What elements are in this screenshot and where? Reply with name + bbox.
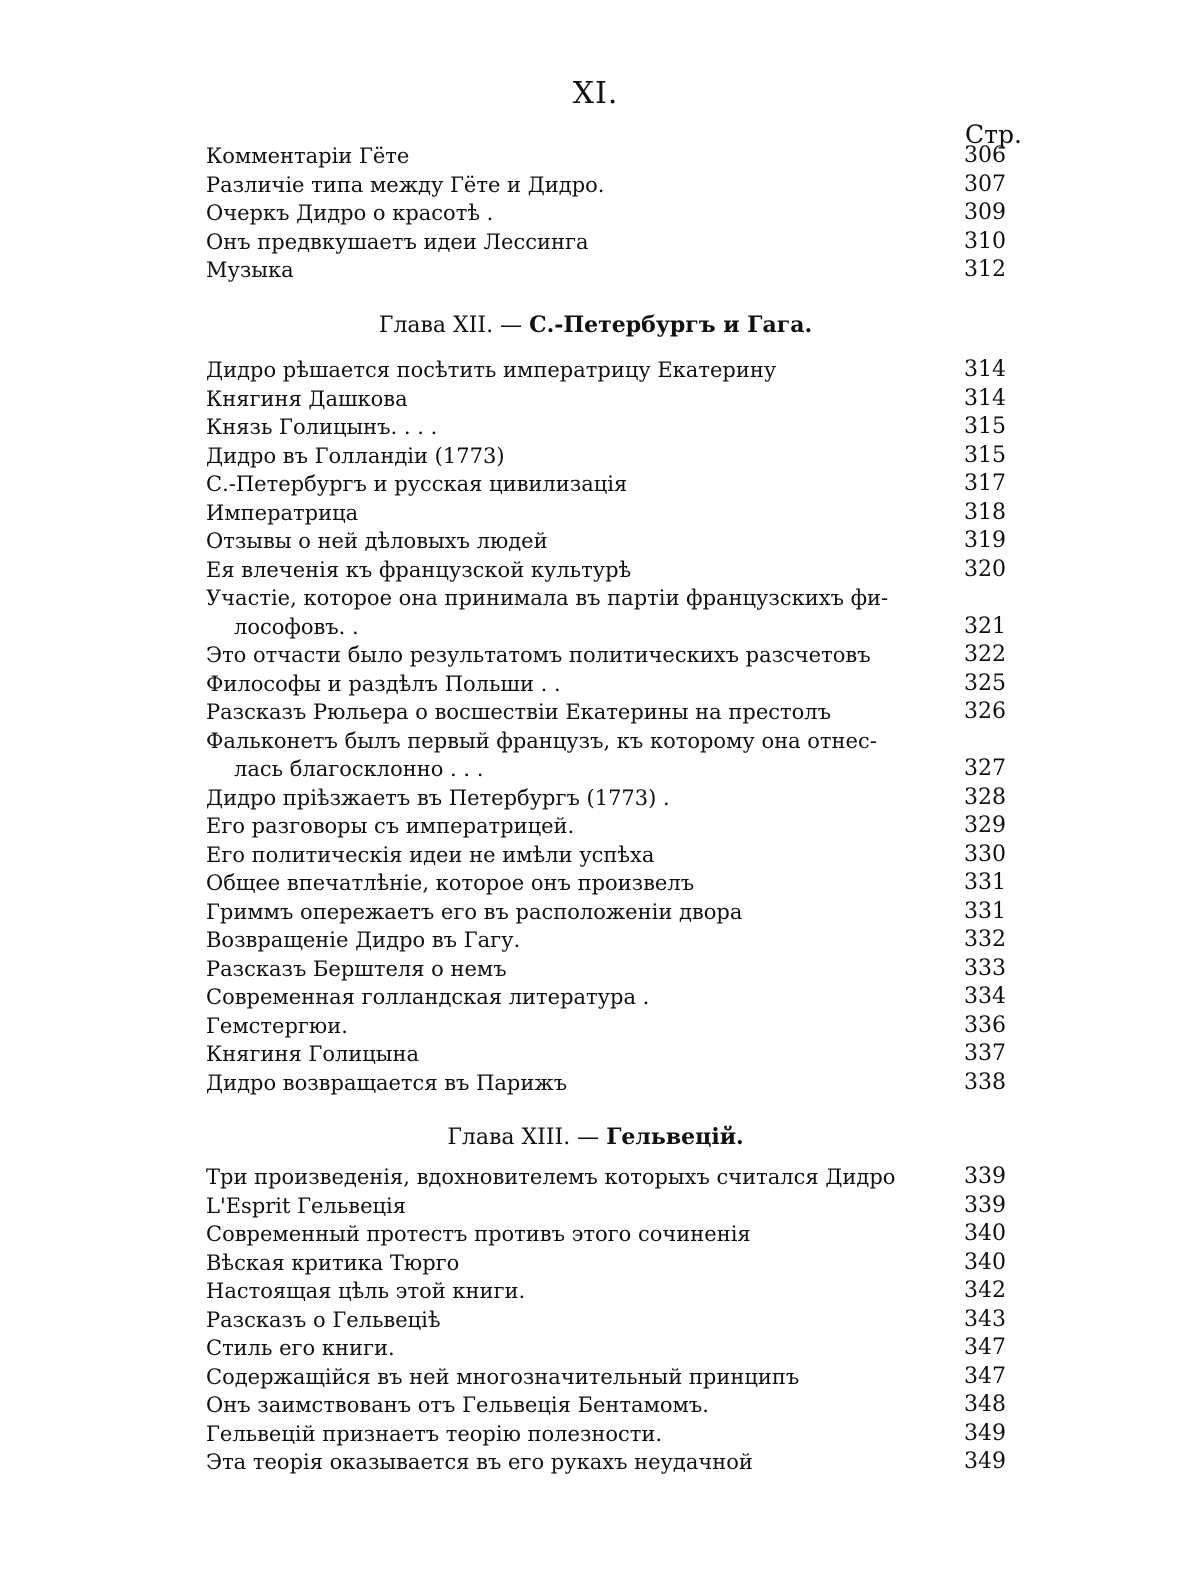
chapter-12-title: С.-Петербургъ и Гага. <box>529 312 813 338</box>
toc-entry-page: 334 <box>964 984 1006 1009</box>
toc-entry-title: Очеркъ Дидро о красотѣ . <box>206 201 494 225</box>
toc-entry <box>206 1220 1006 1249</box>
toc-entry-page: 342 <box>964 1278 1006 1303</box>
toc-entry-title: L'Esprit Гельвеція <box>206 1193 406 1218</box>
toc-entry <box>206 556 1006 585</box>
toc-entry-title: Ея влеченія къ французской культурѣ <box>206 557 632 582</box>
toc-entry <box>206 784 1006 813</box>
toc-entry-title: Гемстергюи. <box>206 1013 348 1038</box>
toc-entry-page: 329 <box>964 813 1006 838</box>
toc-entry-page: 314 <box>964 357 1006 382</box>
toc-entry-page: 325 <box>964 670 1006 696</box>
toc-entry <box>206 1249 1006 1278</box>
toc-entry <box>206 385 1006 414</box>
toc-entry <box>206 926 1006 955</box>
toc-entry-title: Дидро въ Голландіи (1773) <box>206 443 505 468</box>
toc-entry <box>206 1391 1006 1420</box>
toc-entry-title: Отзывы о ней дѣловыхъ людей <box>206 529 548 553</box>
toc-entry-page: 309 <box>964 200 1006 225</box>
toc-entry-title: Княгиня Дашкова <box>206 386 408 411</box>
toc-entry-page: 339 <box>964 1164 1006 1189</box>
toc-entry <box>206 841 1006 870</box>
toc-entry-page: 330 <box>964 841 1006 867</box>
toc-entry-title: Его политическія идеи не имѣли успѣха <box>206 842 655 867</box>
toc-entry-title: С.-Петербургъ и русская цивилизація <box>206 472 628 496</box>
toc-entry <box>206 670 1006 699</box>
toc-entry-title: Гриммъ опережаетъ его въ расположеніи двора <box>206 899 743 924</box>
toc-entry <box>206 199 1006 228</box>
toc-entry-page: 312 <box>964 257 1006 282</box>
toc-entry-title: Разсказъ о Гельвеціѣ <box>206 1307 441 1332</box>
toc-entry-title: Общее впечатлѣніе, которое онъ произвелъ <box>206 871 695 895</box>
toc-entry <box>206 413 1006 442</box>
toc-entry-page: 315 <box>964 442 1006 468</box>
toc-entry-page: 319 <box>964 528 1006 553</box>
chapter-13-heading <box>0 1124 1191 1150</box>
toc-entry <box>206 1192 1006 1221</box>
toc-entry-page: 349 <box>964 1449 1006 1474</box>
toc-entry <box>206 142 1006 171</box>
toc-entry-page: 328 <box>964 784 1006 810</box>
toc-entry-page: 347 <box>964 1335 1006 1360</box>
chapter-13-title: Гельвецій. <box>606 1124 744 1150</box>
toc-entry-title: Фальконетъ былъ первый французъ, къ которому она отнес- <box>206 728 877 753</box>
toc-entry-title: Вѣская критика Тюрго <box>206 1250 460 1275</box>
toc-entry-title: Князь Голицынъ. . . . <box>206 415 438 439</box>
toc-entry-page: 307 <box>964 171 1006 197</box>
chapter-12-number: Глава XII. — <box>378 313 523 338</box>
toc-entry <box>206 1069 1006 1098</box>
page-number: XI. <box>572 76 619 111</box>
toc-entry-page: 337 <box>964 1041 1006 1066</box>
toc-entry-page: 322 <box>964 642 1006 667</box>
toc-entry-title: Дидро пріѣзжаетъ въ Петербургъ (1773) . <box>206 785 670 810</box>
toc-entry <box>206 228 1006 257</box>
toc-entry <box>206 955 1006 984</box>
toc-entry-title: Эта теорія оказывается въ его рукахъ неудачной <box>206 1450 753 1474</box>
toc-entry <box>206 898 1006 927</box>
toc-entry <box>206 1363 1006 1392</box>
toc-entry-page: 348 <box>964 1392 1006 1417</box>
toc-entry-page: 338 <box>964 1069 1006 1095</box>
toc-entry-title: Возвращеніе Дидро въ Гагу. <box>206 928 521 952</box>
toc-entry-title: Императрица <box>206 500 359 525</box>
toc-entry-page: 317 <box>964 471 1006 496</box>
toc-entry-title: Современный протестъ противъ этого сочиненія <box>206 1222 751 1246</box>
toc-entry-title: Разсказъ Берштеля о немъ <box>206 956 507 981</box>
toc-section-b <box>206 356 1006 1097</box>
toc-entry-title: Стиль его книги. <box>206 1336 395 1360</box>
toc-entry <box>206 499 1006 528</box>
toc-entry <box>206 442 1006 471</box>
toc-entry <box>206 727 1006 784</box>
toc-entry-title: Онъ предвкушаетъ идеи Лессинга <box>206 229 589 254</box>
toc-entry <box>206 1277 1006 1306</box>
toc-entry <box>206 983 1006 1012</box>
toc-entry <box>206 1334 1006 1363</box>
toc-entry-title: Гельвецій признаетъ теорію полезности. <box>206 1421 663 1446</box>
toc-entry-title: Дидро возвращается въ Парижъ <box>206 1070 568 1095</box>
toc-entry <box>206 1306 1006 1335</box>
toc-entry <box>206 641 1006 670</box>
toc-entry-title: Содержащійся въ ней многозначительный принципъ <box>206 1364 800 1389</box>
toc-entry-title: Различіе типа между Гёте и Дидро. <box>206 172 605 197</box>
toc-entry <box>206 356 1006 385</box>
toc-entry <box>206 470 1006 499</box>
toc-entry-page: 314 <box>964 385 1006 411</box>
toc-section-c <box>206 1163 1006 1477</box>
toc-entry-title-continued: лософовъ. . <box>234 614 359 639</box>
toc-entry <box>206 527 1006 556</box>
toc-entry-page: 347 <box>964 1363 1006 1389</box>
toc-entry-title: Разсказъ Рюльера о восшествіи Екатерины на престолъ <box>206 700 831 724</box>
toc-entry-page: 326 <box>964 699 1006 724</box>
toc-entry-page: 315 <box>964 414 1006 439</box>
toc-entry-page: 333 <box>964 955 1006 981</box>
chapter-13-number: Глава XIII. — <box>447 1125 600 1150</box>
toc-entry-page: 310 <box>964 228 1006 254</box>
page-column-label: Стр. <box>965 120 1022 149</box>
toc-entry <box>206 812 1006 841</box>
toc-entry-page: 340 <box>964 1221 1006 1246</box>
toc-entry-page: 327 <box>964 756 1006 781</box>
toc-entry-title: Онъ заимствованъ отъ Гельвеція Бентамомъ. <box>206 1393 709 1417</box>
toc-entry-page: 318 <box>964 499 1006 525</box>
toc-entry-page: 343 <box>964 1306 1006 1332</box>
toc-entry-page: 320 <box>964 556 1006 582</box>
toc-entry <box>206 256 1006 285</box>
toc-entry <box>206 1012 1006 1041</box>
toc-entry-page: 306 <box>964 143 1006 168</box>
toc-entry-title: Три произведенія, вдохновителемъ которыхъ считался Дидро <box>206 1165 896 1189</box>
toc-entry <box>206 1040 1006 1069</box>
toc-entry-title: Философы и раздѣлъ Польши . . <box>206 671 561 696</box>
toc-entry <box>206 584 1006 641</box>
chapter-12-heading <box>0 312 1191 338</box>
toc-entry <box>206 698 1006 727</box>
toc-entry-title: Настоящая цѣль этой книги. <box>206 1279 526 1303</box>
toc-entry-page: 331 <box>964 898 1006 924</box>
toc-entry <box>206 869 1006 898</box>
toc-entry <box>206 1163 1006 1192</box>
toc-entry-title: Современная голландская литература . <box>206 985 650 1009</box>
toc-entry-title: Дидро рѣшается посѣтить императрицу Екатерину <box>206 358 777 382</box>
toc-entry <box>206 171 1006 200</box>
toc-entry-page: 340 <box>964 1249 1006 1275</box>
toc-entry-title-continued: лась благосклонно . . . <box>234 757 484 781</box>
toc-entry-page: 331 <box>964 870 1006 895</box>
toc-entry-title: Княгиня Голицына <box>206 1042 420 1066</box>
toc-entry-title: Комментаріи Гёте <box>206 144 410 168</box>
toc-entry-page: 349 <box>964 1420 1006 1446</box>
toc-entry-page: 339 <box>964 1192 1006 1218</box>
toc-entry-title: Это отчасти было результатомъ политическихъ разсчетовъ <box>206 643 871 667</box>
toc-entry <box>206 1420 1006 1449</box>
toc-entry-page: 332 <box>964 927 1006 952</box>
toc-entry <box>206 1448 1006 1477</box>
toc-entry-page: 321 <box>964 613 1006 639</box>
toc-section-a <box>206 142 1006 285</box>
toc-entry-title: Участіе, которое она принимала въ партіи французскихъ фи- <box>206 586 889 610</box>
toc-entry-title: Его разговоры съ императрицей. <box>206 814 575 838</box>
toc-entry-page: 336 <box>964 1012 1006 1038</box>
toc-entry-title: Музыка <box>206 258 294 282</box>
